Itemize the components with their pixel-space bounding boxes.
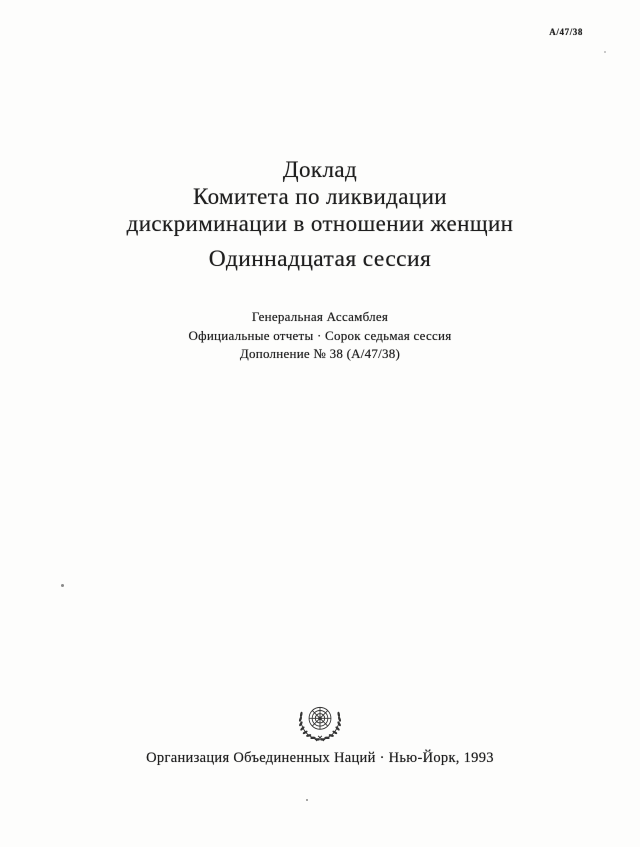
masthead [0,308,640,364]
masthead-records-session: Официальные отчеты · Сорок седьмая сессия [188,327,452,343]
title-line-3: дискриминации в отношении женщин [126,211,514,236]
scan-artifact-dot [61,584,64,587]
imprint-line: Организация Объединенных Наций · Нью-Йорк, 1993 [146,750,494,766]
masthead-supplement: Дополнение № 38 (А/47/38) [239,346,401,361]
document-symbol: A/47/38 [549,27,583,37]
scan-artifact-dot [604,51,606,53]
session-heading: Одиннадцатая сессия [208,246,432,272]
document-title [0,156,640,237]
title-line-2: Комитета по ликвидации [193,184,447,209]
un-emblem-icon [295,700,345,746]
masthead-organ: Генеральная Ассамблея [251,309,389,324]
title-line-1: Доклад [282,157,358,182]
scan-artifact-dot [306,799,308,801]
